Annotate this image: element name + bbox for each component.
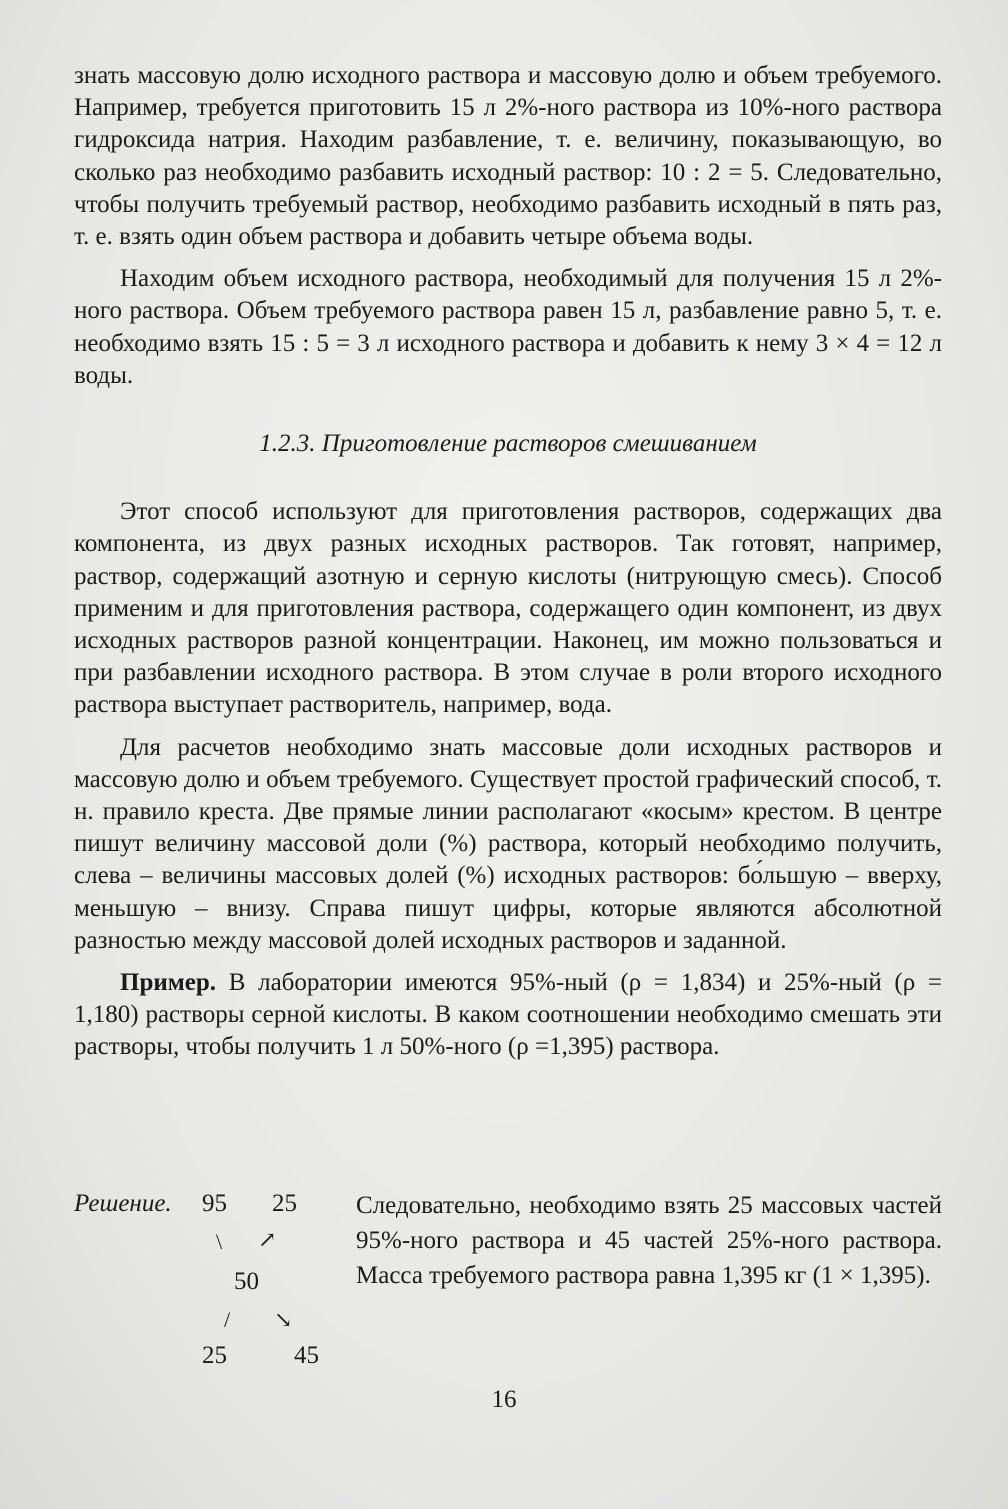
cross-top-left: 95 bbox=[202, 1190, 227, 1217]
cross-bottom-left: 25 bbox=[202, 1342, 227, 1369]
cross-arrow-top-left: \ bbox=[216, 1229, 223, 1254]
page-number: 16 bbox=[491, 1386, 517, 1413]
cross-arrow-top-right: ↗ bbox=[258, 1227, 277, 1252]
solution-label: Решение. bbox=[74, 1190, 172, 1217]
cross-top-right: 25 bbox=[272, 1190, 297, 1217]
section-heading: 1.2.3. Приготовление растворов смешиванием bbox=[259, 430, 757, 458]
cross-center: 50 bbox=[234, 1268, 259, 1295]
paragraph-1: знать массовую долю исходного раствора и массовую долю и объем требуемого. Например, требуется приготовить 15 л 2%-ного раствора из 10%-ного раствора гидроксида натрия. Находим разбавление, т. е. величину, показывающую, во сколько раз необходимо разбавить исходный раствор: 10 : 2 = 5. Следовательно, чтобы получить требуемый раствор, необходимо разбавить исходный в пять раз, т. е. взять один объем раствора и добавить четыре объема воды. bbox=[74, 62, 942, 251]
solution-block bbox=[74, 1188, 942, 1388]
cross-arrow-bottom-right: ↘ bbox=[274, 1307, 293, 1332]
paragraph-3: Этот способ используют для приготовления растворов, содержащих два компонента, из двух разных исходных растворов. Так готовят, например, раствор, содержащий азотную и серную кислоты (нитрующую смесь). Способ применим и для приготовления раствора, содержащего один компонент, из двух исходных растворов разной концентрации. Наконец, им можно пользоваться и при разбавлении исходного раствора. В этом случае в роли второго исходного раствора выступает растворитель, например, вода. bbox=[74, 498, 942, 719]
main-text bbox=[74, 60, 942, 1064]
example-label: Пример. bbox=[120, 969, 217, 997]
paragraph-2: Находим объем исходного раствора, необходимый для получения 15 л 2%-ного раствора. Объем требуемого раствора равен 15 л, разбавление равно 5, т. е. необходимо взять 15 : 5 = 3 л исходного раствора и добавить к нему 3 × 4 = 12 л воды. bbox=[74, 265, 942, 389]
cross-bottom-right: 45 bbox=[294, 1342, 319, 1369]
paragraph-4: Для расчетов необходимо знать массовые доли исходных растворов и массовую долю и объем требуемого. Существует простой графический способ, т. н. правило креста. Две прямые линии располагают «косым» крестом. В центре пишут величину массовой доли (%) раствора, который необходимо получить, слева – величины массовых долей (%) исходных растворов: бо́льшую – вверху, меньшую – внизу. Справа пишут цифры, которые являются абсолютной разностью между массовой долей исходных растворов и заданной. bbox=[74, 733, 942, 954]
example-text: В лаборатории имеются 95%-ный (ρ = 1,834) и 25%-ный (ρ = 1,180) растворы серной кислоты. В каком соотношении необходимо смешать эти растворы, чтобы получить 1 л 50%-ного (ρ =1,395) раствора. bbox=[74, 969, 942, 1061]
solution-text: Следовательно, необходимо взять 25 массовых частей 95%-ного раствора и 45 частей 25%-ного раствора. Масса требуемого раствора равна 1,395 кг (1 × 1,395). bbox=[356, 1192, 942, 1289]
cross-arrow-bottom-left: / bbox=[224, 1307, 231, 1332]
paragraph-example bbox=[74, 967, 942, 1064]
